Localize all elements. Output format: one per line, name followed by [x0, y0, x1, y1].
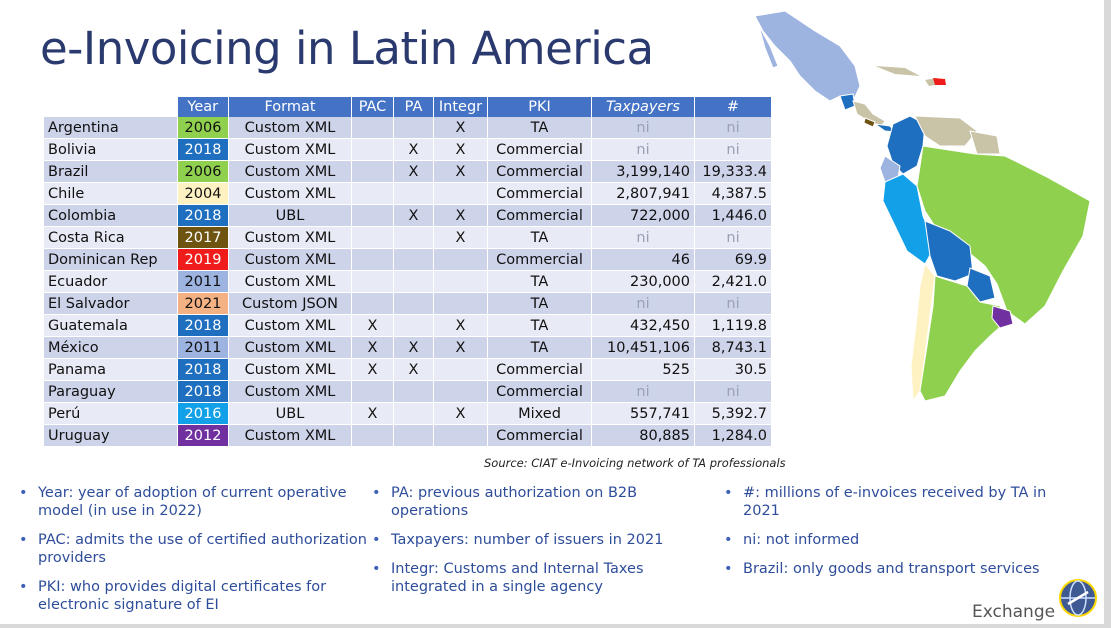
cell-pki: Commercial — [488, 249, 592, 271]
cell-integr: X — [434, 205, 488, 227]
cell-country: Bolivia — [44, 139, 178, 161]
cell-integr — [434, 249, 488, 271]
note-brazil: • Brazil: only goods and transport services — [722, 560, 1062, 578]
cell-format: Custom XML — [229, 337, 352, 359]
cell-year: 2017 — [178, 227, 229, 249]
latin-america-map-icon — [745, 6, 1104, 406]
header-year: Year — [178, 97, 229, 117]
cell-pa: X — [394, 139, 434, 161]
cell-count: ni — [695, 227, 772, 249]
cell-taxpayers: 432,450 — [592, 315, 695, 337]
cell-pac — [352, 293, 394, 315]
header-format: Format — [229, 97, 352, 117]
header-pa: PA — [394, 97, 434, 117]
header-taxpayers: Taxpayers — [592, 97, 695, 117]
table-row — [44, 183, 772, 205]
exchange-logo-text: Exchange — [972, 602, 1056, 622]
cell-pac — [352, 205, 394, 227]
cell-pac — [352, 425, 394, 447]
cell-country: Ecuador — [44, 271, 178, 293]
cell-taxpayers: ni — [592, 293, 695, 315]
table-header-row — [44, 97, 772, 117]
cell-year: 2018 — [178, 139, 229, 161]
cell-format: Custom XML — [229, 315, 352, 337]
table-row — [44, 337, 772, 359]
cell-pki: Commercial — [488, 359, 592, 381]
table-row — [44, 381, 772, 403]
cell-integr — [434, 359, 488, 381]
cell-pki: TA — [488, 271, 592, 293]
cell-count: 19,333.4 — [695, 161, 772, 183]
cell-pa — [394, 425, 434, 447]
cell-format: Custom XML — [229, 227, 352, 249]
cell-taxpayers: 722,000 — [592, 205, 695, 227]
cell-format: Custom JSON — [229, 293, 352, 315]
notes-column-1 — [17, 484, 367, 624]
note-integr: • Integr: Customs and Internal Taxes integrated in a single agency — [370, 560, 690, 596]
cell-pac — [352, 249, 394, 271]
cell-integr: X — [434, 161, 488, 183]
table-row — [44, 315, 772, 337]
cell-format: Custom XML — [229, 271, 352, 293]
cell-format: UBL — [229, 205, 352, 227]
cell-country: Perú — [44, 403, 178, 425]
cell-format: Custom XML — [229, 139, 352, 161]
map-venezuela — [915, 116, 977, 146]
cell-taxpayers: ni — [592, 381, 695, 403]
cell-taxpayers: 3,199,140 — [592, 161, 695, 183]
cell-pa — [394, 381, 434, 403]
cell-integr — [434, 293, 488, 315]
note-pa: • PA: previous authorization on B2B operations — [370, 484, 690, 520]
header-pac: PAC — [352, 97, 394, 117]
cell-pki: Mixed — [488, 403, 592, 425]
cell-year: 2021 — [178, 293, 229, 315]
page-title: e-Invoicing in Latin America — [40, 22, 654, 75]
cell-count: 2,421.0 — [695, 271, 772, 293]
cell-year: 2011 — [178, 337, 229, 359]
cell-format: Custom XML — [229, 183, 352, 205]
cell-year: 2011 — [178, 271, 229, 293]
cell-country: Panama — [44, 359, 178, 381]
cell-pki: TA — [488, 293, 592, 315]
header-integr: Integr — [434, 97, 488, 117]
cell-taxpayers: 2,807,941 — [592, 183, 695, 205]
cell-count: 30.5 — [695, 359, 772, 381]
cell-year: 2006 — [178, 161, 229, 183]
cell-integr: X — [434, 337, 488, 359]
cell-country: Paraguay — [44, 381, 178, 403]
header-empty — [44, 97, 178, 117]
cell-pa — [394, 249, 434, 271]
cell-pac — [352, 161, 394, 183]
cell-count: 1,119.8 — [695, 315, 772, 337]
cell-integr: X — [434, 315, 488, 337]
cell-taxpayers: ni — [592, 117, 695, 139]
cell-format: Custom XML — [229, 381, 352, 403]
table-row — [44, 161, 772, 183]
cell-pac — [352, 117, 394, 139]
cell-country: Colombia — [44, 205, 178, 227]
cell-integr — [434, 271, 488, 293]
cell-integr — [434, 183, 488, 205]
cell-pac: X — [352, 337, 394, 359]
cell-taxpayers: 557,741 — [592, 403, 695, 425]
cell-year: 2018 — [178, 359, 229, 381]
cell-pac: X — [352, 403, 394, 425]
table-row — [44, 227, 772, 249]
globe-logo-icon — [1058, 578, 1098, 618]
table-row — [44, 271, 772, 293]
table-row — [44, 249, 772, 271]
cell-pki: Commercial — [488, 139, 592, 161]
cell-country: Argentina — [44, 117, 178, 139]
cell-pac — [352, 227, 394, 249]
cell-pac: X — [352, 315, 394, 337]
cell-pac — [352, 183, 394, 205]
note-count: • #: millions of e-invoices received by TA in 2021 — [722, 484, 1062, 520]
cell-format: Custom XML — [229, 249, 352, 271]
map-guyanas — [970, 131, 1000, 154]
source-note: Source: CIAT e-Invoicing network of TA professionals — [484, 456, 786, 470]
note-ni: • ni: not informed — [722, 531, 1062, 549]
cell-country: El Salvador — [44, 293, 178, 315]
cell-pa — [394, 271, 434, 293]
cell-format: Custom XML — [229, 425, 352, 447]
cell-count: ni — [695, 381, 772, 403]
cell-taxpayers: 10,451,106 — [592, 337, 695, 359]
cell-pki: Commercial — [488, 161, 592, 183]
cell-pa — [394, 227, 434, 249]
cell-count: ni — [695, 117, 772, 139]
cell-country: Guatemala — [44, 315, 178, 337]
notes-column-3 — [722, 484, 1062, 589]
cell-pa — [394, 315, 434, 337]
cell-pki: TA — [488, 315, 592, 337]
table-row — [44, 139, 772, 161]
cell-taxpayers: 46 — [592, 249, 695, 271]
table-row — [44, 205, 772, 227]
header-pki: PKI — [488, 97, 592, 117]
cell-pa — [394, 183, 434, 205]
cell-year: 2018 — [178, 315, 229, 337]
cell-year: 2004 — [178, 183, 229, 205]
cell-count: ni — [695, 293, 772, 315]
invoicing-table — [44, 97, 772, 447]
cell-taxpayers: 80,885 — [592, 425, 695, 447]
cell-pac — [352, 271, 394, 293]
cell-country: Brazil — [44, 161, 178, 183]
cell-integr: X — [434, 227, 488, 249]
cell-integr: X — [434, 403, 488, 425]
map-cuba — [875, 66, 920, 76]
cell-country: Costa Rica — [44, 227, 178, 249]
cell-pac — [352, 381, 394, 403]
cell-count: 69.9 — [695, 249, 772, 271]
cell-pa — [394, 293, 434, 315]
cell-year: 2016 — [178, 403, 229, 425]
note-taxpayers: • Taxpayers: number of issuers in 2021 — [370, 531, 690, 549]
cell-pki: TA — [488, 227, 592, 249]
notes-column-2 — [370, 484, 690, 607]
cell-year: 2019 — [178, 249, 229, 271]
cell-integr — [434, 381, 488, 403]
cell-year: 2012 — [178, 425, 229, 447]
cell-pa: X — [394, 205, 434, 227]
cell-pki: TA — [488, 117, 592, 139]
table-body — [44, 117, 772, 447]
cell-count: 5,392.7 — [695, 403, 772, 425]
cell-pki: Commercial — [488, 381, 592, 403]
header-count: # — [695, 97, 772, 117]
cell-pa — [394, 403, 434, 425]
cell-format: Custom XML — [229, 161, 352, 183]
map-dominican-rep — [933, 78, 946, 85]
cell-pki: Commercial — [488, 205, 592, 227]
cell-pki: TA — [488, 337, 592, 359]
cell-format: UBL — [229, 403, 352, 425]
cell-count: 4,387.5 — [695, 183, 772, 205]
note-year: • Year: year of adoption of current operative model (in use in 2022) — [17, 484, 367, 520]
table-row — [44, 117, 772, 139]
table-row — [44, 359, 772, 381]
cell-pki: Commercial — [488, 183, 592, 205]
table-row — [44, 293, 772, 315]
cell-format: Custom XML — [229, 117, 352, 139]
table-row — [44, 403, 772, 425]
cell-year: 2018 — [178, 205, 229, 227]
cell-country: Chile — [44, 183, 178, 205]
cell-country: Dominican Rep — [44, 249, 178, 271]
note-pac: • PAC: admits the use of certified authorization providers — [17, 531, 367, 567]
table-row — [44, 425, 772, 447]
cell-taxpayers: 230,000 — [592, 271, 695, 293]
map-guatemala — [840, 94, 855, 110]
cell-year: 2018 — [178, 381, 229, 403]
cell-pa — [394, 117, 434, 139]
cell-pa: X — [394, 337, 434, 359]
cell-year: 2006 — [178, 117, 229, 139]
cell-pa: X — [394, 161, 434, 183]
cell-taxpayers: ni — [592, 227, 695, 249]
cell-pki: Commercial — [488, 425, 592, 447]
cell-taxpayers: ni — [592, 139, 695, 161]
cell-integr: X — [434, 117, 488, 139]
cell-taxpayers: 525 — [592, 359, 695, 381]
note-pki: • PKI: who provides digital certificates for electronic signature of EI — [17, 578, 367, 614]
cell-pac: X — [352, 359, 394, 381]
cell-integr — [434, 425, 488, 447]
cell-format: Custom XML — [229, 359, 352, 381]
cell-count: 1,284.0 — [695, 425, 772, 447]
cell-pa: X — [394, 359, 434, 381]
cell-country: México — [44, 337, 178, 359]
cell-count: 1,446.0 — [695, 205, 772, 227]
cell-pac — [352, 139, 394, 161]
cell-country: Uruguay — [44, 425, 178, 447]
cell-count: ni — [695, 139, 772, 161]
cell-integr: X — [434, 139, 488, 161]
cell-count: 8,743.1 — [695, 337, 772, 359]
